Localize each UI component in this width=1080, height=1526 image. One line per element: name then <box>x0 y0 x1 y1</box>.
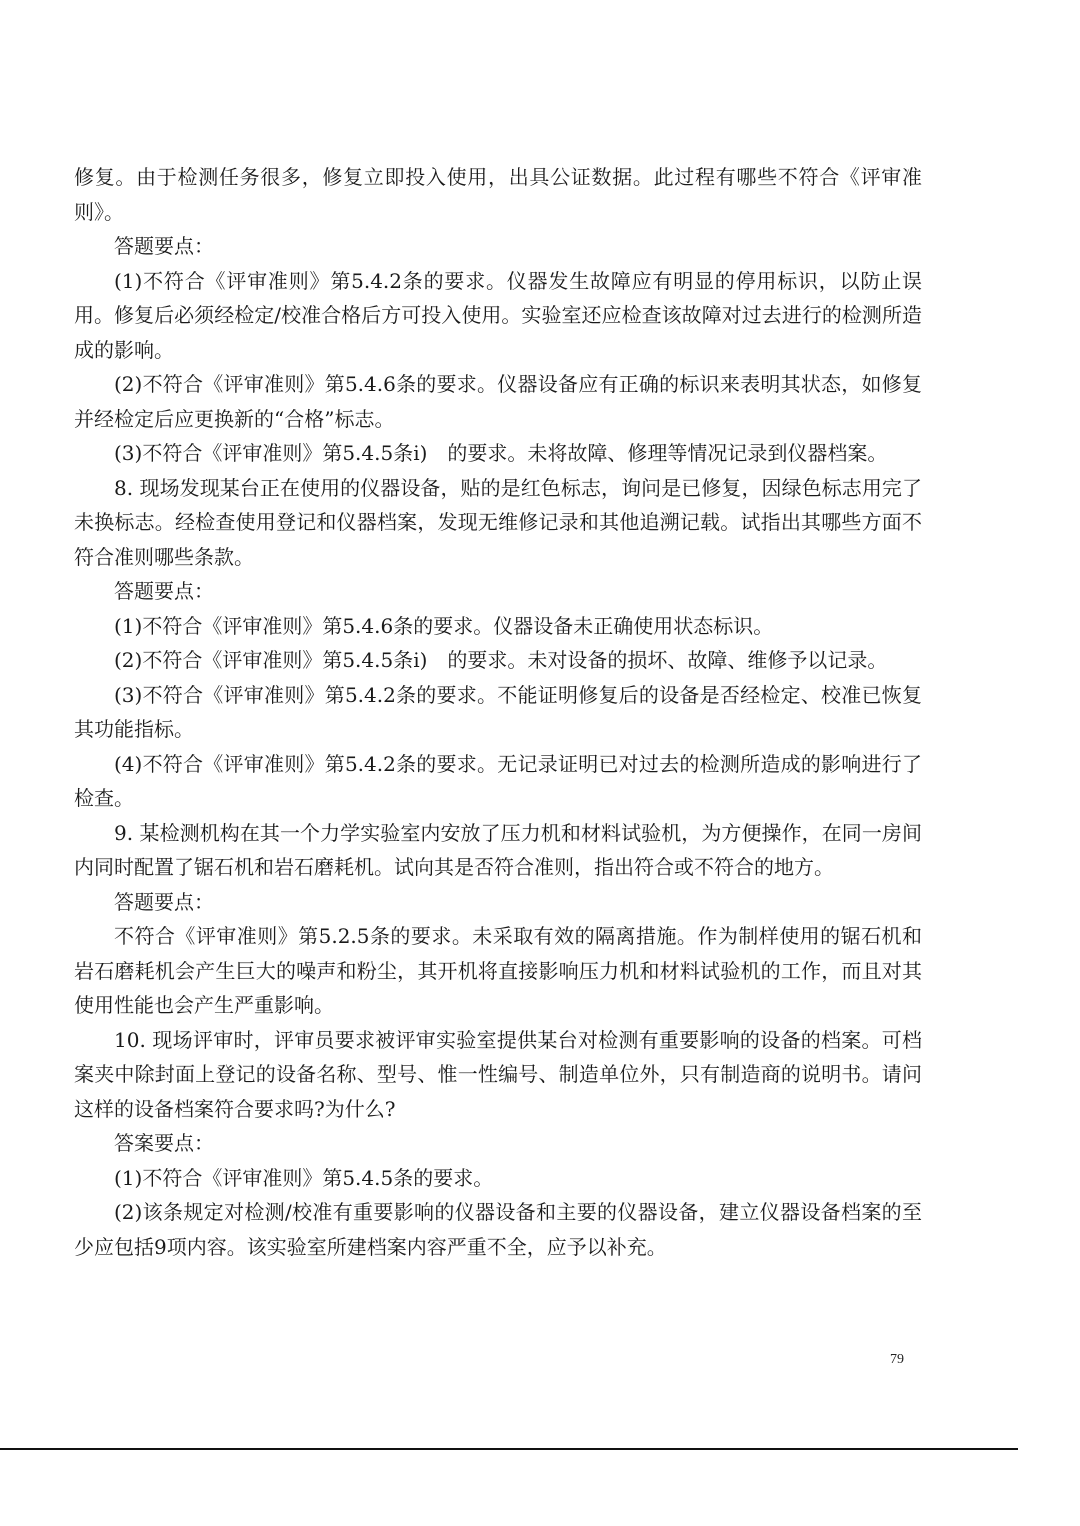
paragraph: 不符合《评审准则》第5.2.5条的要求。未采取有效的隔离措施。作为制样使用的锯石机和岩石磨耗机会产生巨大的噪声和粉尘，其开机将直接影响压力机和材料试验机的工作，而且对其使用性能也会产生严重影响。 <box>74 924 922 1017</box>
paragraph: 10. 现场评审时，评审员要求被评审实验室提供某台对检测有重要影响的设备的档案。可档案夹中除封面上登记的设备名称、型号、惟一性编号、制造单位外，只有制造商的说明书。请问这样的设备档案符合要求吗?为什么? <box>74 1027 922 1121</box>
paragraph: (1)不符合《评审准则》第5.4.6条的要求。仪器设备未正确使用状态标识。 <box>114 613 774 638</box>
page-number: 79 <box>890 1352 904 1367</box>
paragraph: (3)不符合《评审准则》第5.4.5条i) 的要求。未将故障、修理等情况记录到仪器档案。 <box>114 441 888 465</box>
paragraph: (1)不符合《评审准则》第5.4.2条的要求。仪器发生故障应有明显的停用标识，以防止误用。修复后必须经检定/校准合格后方可投入使用。实验室还应检查该故障对过去进行的检测所造成的影响。 <box>74 268 922 362</box>
paragraph: (2)该条规定对检测/校准有重要影响的仪器设备和主要的仪器设备，建立仪器设备档案的至少应包括9项内容。该实验室所建档案内容严重不全，应予以补充。 <box>74 1200 922 1259</box>
paragraph: (1)不符合《评审准则》第5.4.5条的要求。 <box>114 1165 494 1190</box>
paragraph: (2)不符合《评审准则》第5.4.5条i) 的要求。未对设备的损坏、故障、维修予以记录。 <box>114 648 888 672</box>
paragraph: 答题要点： <box>114 579 214 603</box>
paragraph: (3)不符合《评审准则》第5.4.2条的要求。不能证明修复后的设备是否经检定、校准已恢复其功能指标。 <box>74 682 922 741</box>
paragraph: 修复。由于检测任务很多，修复立即投入使用，出具公证数据。此过程有哪些不符合《评审准则》。 <box>74 165 922 224</box>
paragraph: 答题要点： <box>114 234 214 258</box>
paragraph: 答案要点： <box>114 1131 214 1155</box>
paragraph: 8. 现场发现某台正在使用的仪器设备，贴的是红色标志，询问是已修复，因绿色标志用完了未换标志。经检查使用登记和仪器档案，发现无维修记录和其他追溯记载。试指出其哪些方面不符合准则哪些条款。 <box>74 475 922 569</box>
paragraph: (2)不符合《评审准则》第5.4.6条的要求。仪器设备应有正确的标识来表明其状态，如修复并经检定后应更换新的“合格”标志。 <box>74 372 922 431</box>
paragraph: (4)不符合《评审准则》第5.4.2条的要求。无记录证明已对过去的检测所造成的影响进行了检查。 <box>74 751 922 810</box>
footer-divider <box>0 1448 1018 1450</box>
page-body <box>74 160 922 1264</box>
paragraph: 答题要点： <box>114 889 214 914</box>
paragraph: 9. 某检测机构在其一个力学实验室内安放了压力机和材料试验机，为方便操作，在同一房间内同时配置了锯石机和岩石磨耗机。试向其是否符合准则，指出符合或不符合的地方。 <box>74 820 922 879</box>
